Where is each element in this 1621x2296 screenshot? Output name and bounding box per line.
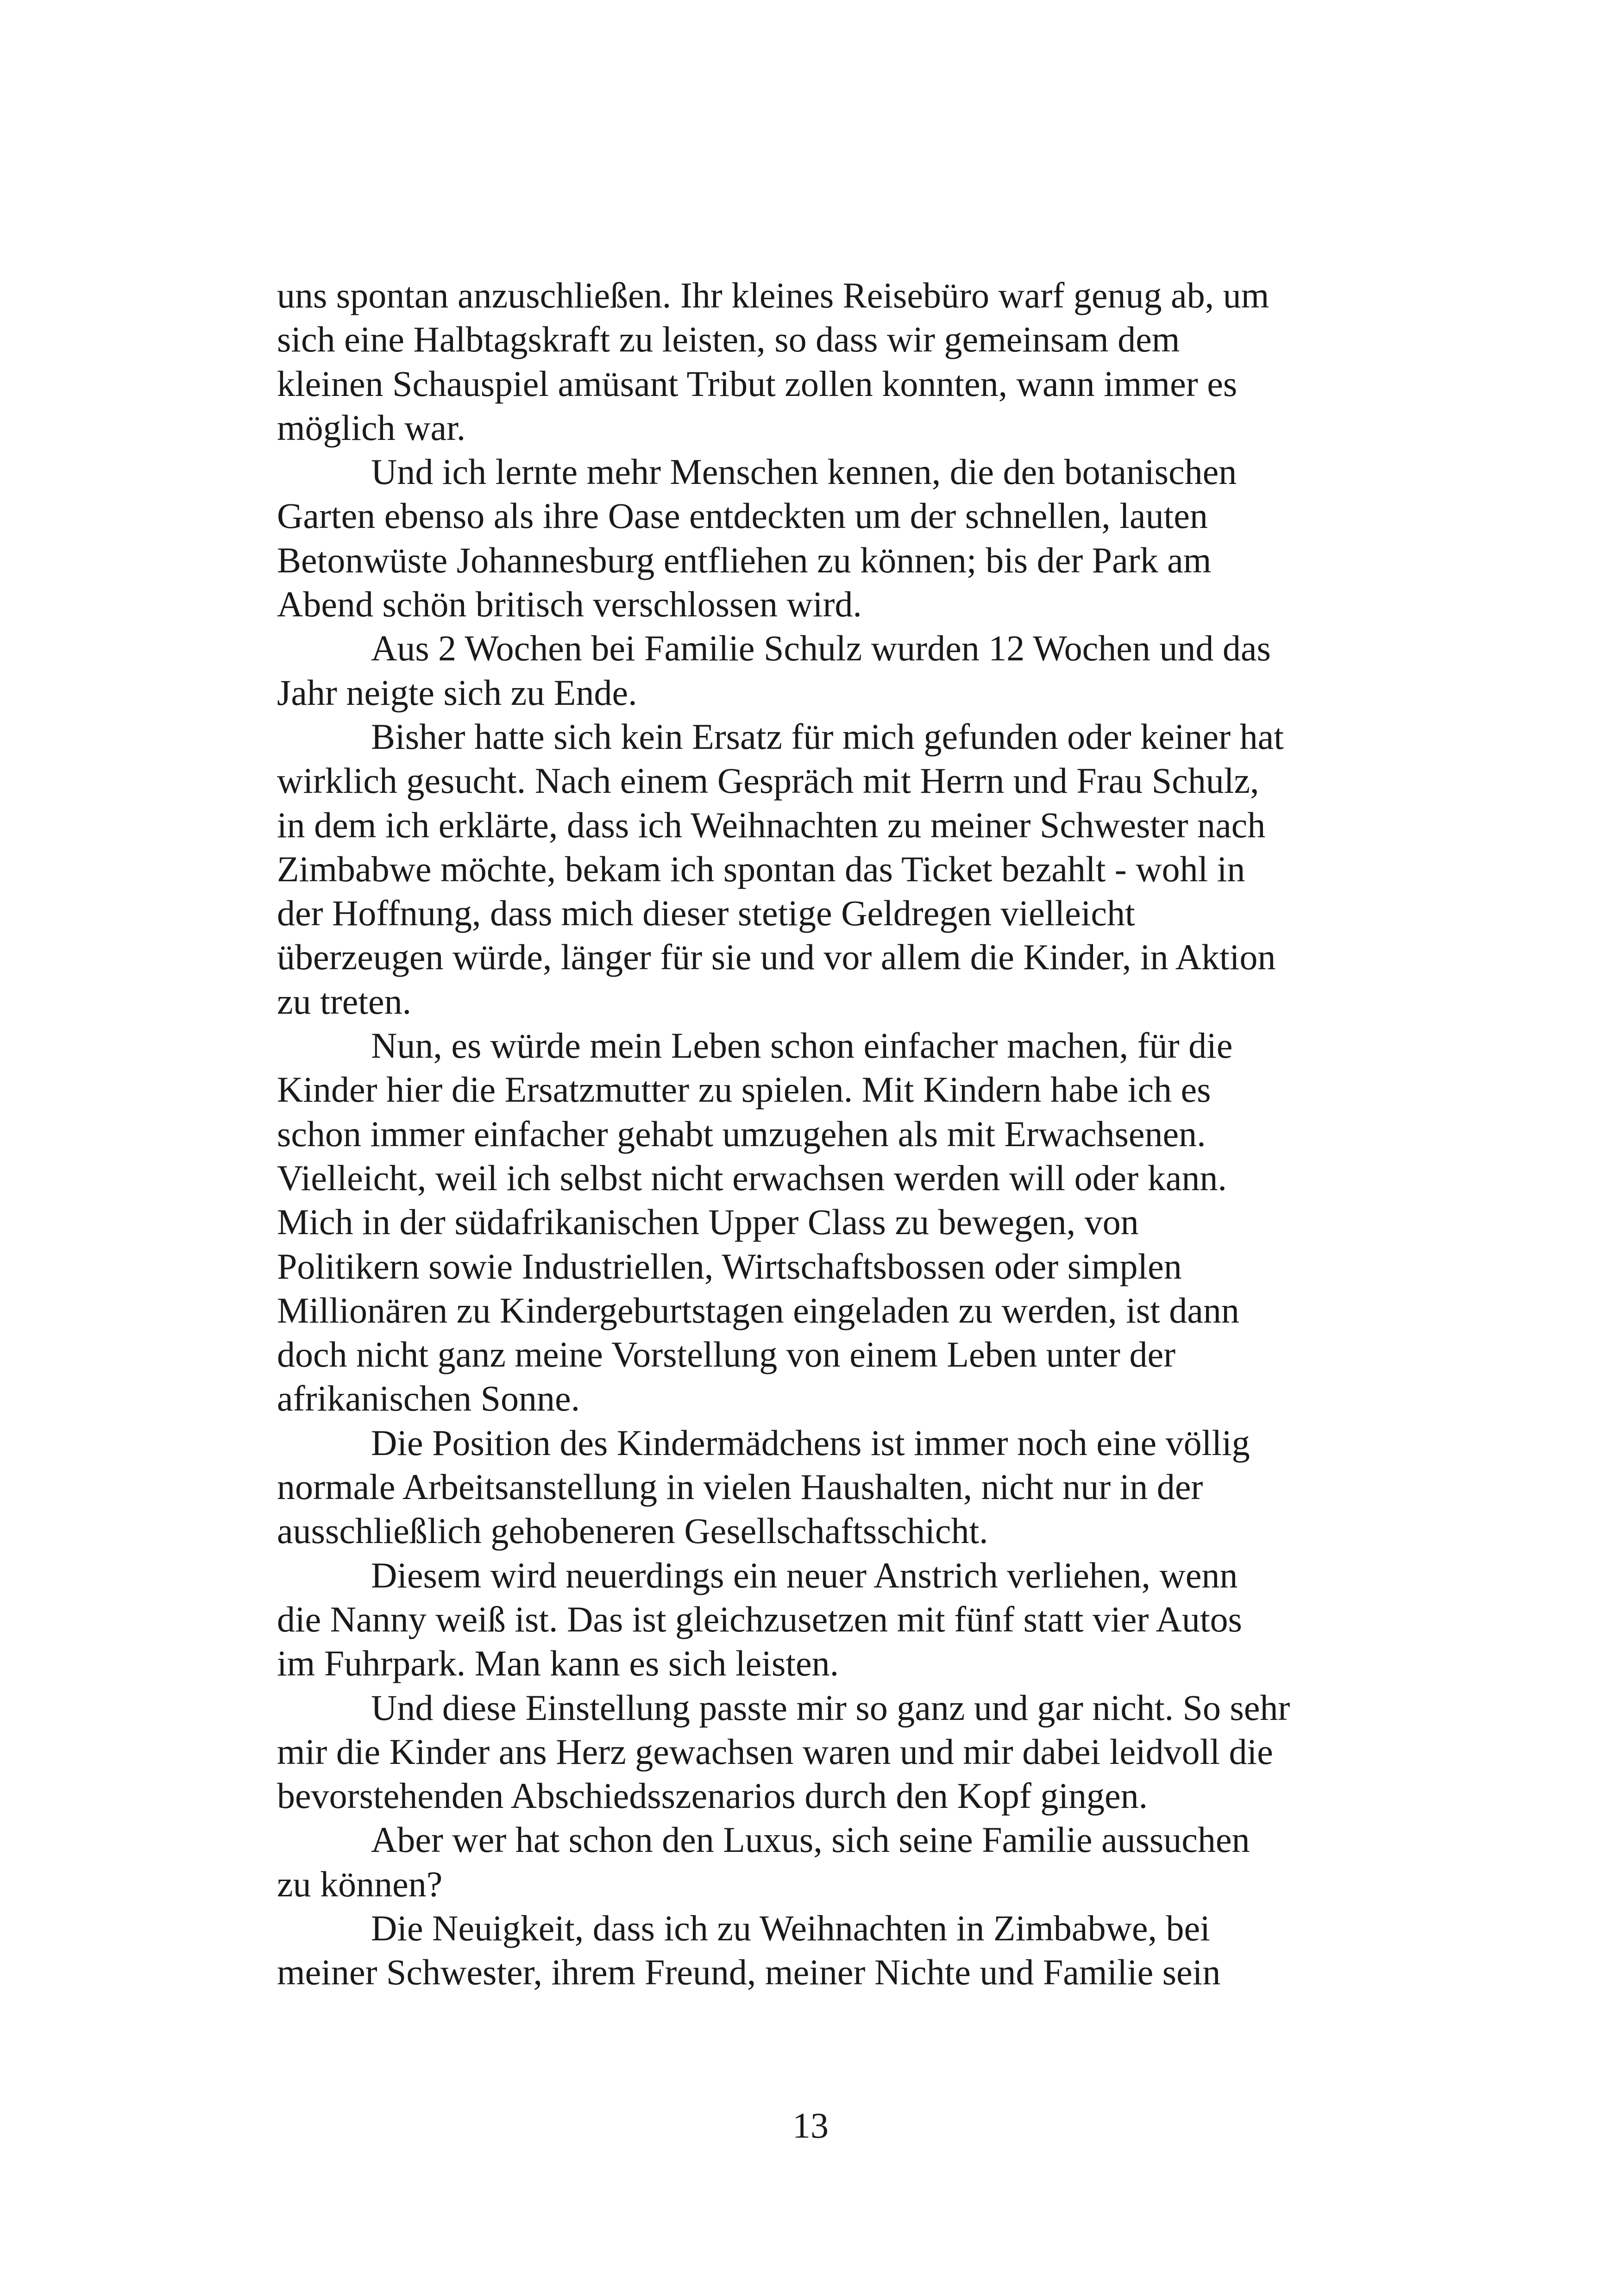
text-line: Millionären zu Kindergeburtstagen eingeladen zu werden, ist dann bbox=[277, 1290, 1239, 1330]
text-line: Mich in der südafrikanischen Upper Class zu bewegen, von bbox=[277, 1202, 1139, 1242]
text-line: sich eine Halbtagskraft zu leisten, so dass wir gemeinsam dem bbox=[277, 319, 1180, 360]
text-line: in dem ich erklärte, dass ich Weihnachten zu meiner Schwester nach bbox=[277, 804, 1266, 845]
body-text bbox=[277, 273, 1347, 1995]
text-line: kleinen Schauspiel amüsant Tribut zollen konnten, wann immer es bbox=[277, 363, 1238, 404]
text-line: überzeugen würde, länger für sie und vor allem die Kinder, in Aktion bbox=[277, 937, 1276, 978]
text-line: die Nanny weiß ist. Das ist gleichzusetzen mit fünf statt vier Autos bbox=[277, 1599, 1242, 1639]
text-line: Die Neuigkeit, dass ich zu Weihnachten in Zimbabwe, bei bbox=[371, 1907, 1210, 1948]
text-line: Aus 2 Wochen bei Familie Schulz wurden 12 Wochen und das bbox=[371, 628, 1271, 669]
text-line: schon immer einfacher gehabt umzugehen als mit Erwachsenen. bbox=[277, 1113, 1206, 1154]
text-line: Zimbabwe möchte, bekam ich spontan das Ticket bezahlt - wohl in bbox=[277, 848, 1245, 889]
text-line: meiner Schwester, ihrem Freund, meiner Nichte und Familie sein bbox=[277, 1952, 1221, 1993]
text-line: Abend schön britisch verschlossen wird. bbox=[277, 584, 862, 625]
text-line: wirklich gesucht. Nach einem Gespräch mit Herrn und Frau Schulz, bbox=[277, 760, 1259, 801]
text-line: der Hoffnung, dass mich dieser stetige Geldregen vielleicht bbox=[277, 893, 1135, 934]
text-line: Nun, es würde mein Leben schon einfacher machen, für die bbox=[371, 1025, 1233, 1066]
text-line: Betonwüste Johannesburg entfliehen zu können; bis der Park am bbox=[277, 539, 1212, 580]
text-line: normale Arbeitsanstellung in vielen Haushalten, nicht nur in der bbox=[277, 1467, 1203, 1507]
text-line: bevorstehenden Abschiedsszenarios durch den Kopf gingen. bbox=[277, 1775, 1148, 1816]
text-line: uns spontan anzuschließen. Ihr kleines Reisebüro warf genug ab, um bbox=[277, 275, 1269, 315]
text-line: mir die Kinder ans Herz gewachsen waren und mir dabei leidvoll die bbox=[277, 1731, 1273, 1772]
text-line: doch nicht ganz meine Vorstellung von einem Leben unter der bbox=[277, 1334, 1176, 1375]
text-line: zu können? bbox=[277, 1863, 443, 1904]
text-line: Diesem wird neuerdings ein neuer Anstrich verliehen, wenn bbox=[371, 1555, 1238, 1595]
text-line: im Fuhrpark. Man kann es sich leisten. bbox=[277, 1643, 839, 1684]
text-line: möglich war. bbox=[277, 407, 466, 448]
text-line: Die Position des Kindermädchens ist immer noch eine völlig bbox=[371, 1422, 1250, 1463]
text-line: Jahr neigte sich zu Ende. bbox=[277, 672, 637, 713]
text-line: ausschließlich gehobeneren Gesellschaftsschicht. bbox=[277, 1511, 988, 1551]
text-line: Aber wer hat schon den Luxus, sich seine Familie aussuchen bbox=[371, 1819, 1250, 1860]
text-line: Und ich lernte mehr Menschen kennen, die den botanischen bbox=[371, 452, 1237, 492]
text-line: Bisher hatte sich kein Ersatz für mich gefunden oder keiner hat bbox=[371, 716, 1284, 757]
text-line: zu treten. bbox=[277, 981, 412, 1022]
page-number: 13 bbox=[792, 2105, 829, 2145]
text-line: Vielleicht, weil ich selbst nicht erwachsen werden will oder kann. bbox=[277, 1157, 1227, 1198]
text-line: Und diese Einstellung passte mir so ganz und gar nicht. So sehr bbox=[371, 1687, 1290, 1728]
text-line: Politikern sowie Industriellen, Wirtschaftsbossen oder simplen bbox=[277, 1246, 1182, 1286]
text-line: Kinder hier die Ersatzmutter zu spielen. Mit Kindern habe ich es bbox=[277, 1069, 1211, 1110]
text-line: afrikanischen Sonne. bbox=[277, 1378, 580, 1419]
text-line: Garten ebenso als ihre Oase entdeckten um der schnellen, lauten bbox=[277, 496, 1208, 536]
